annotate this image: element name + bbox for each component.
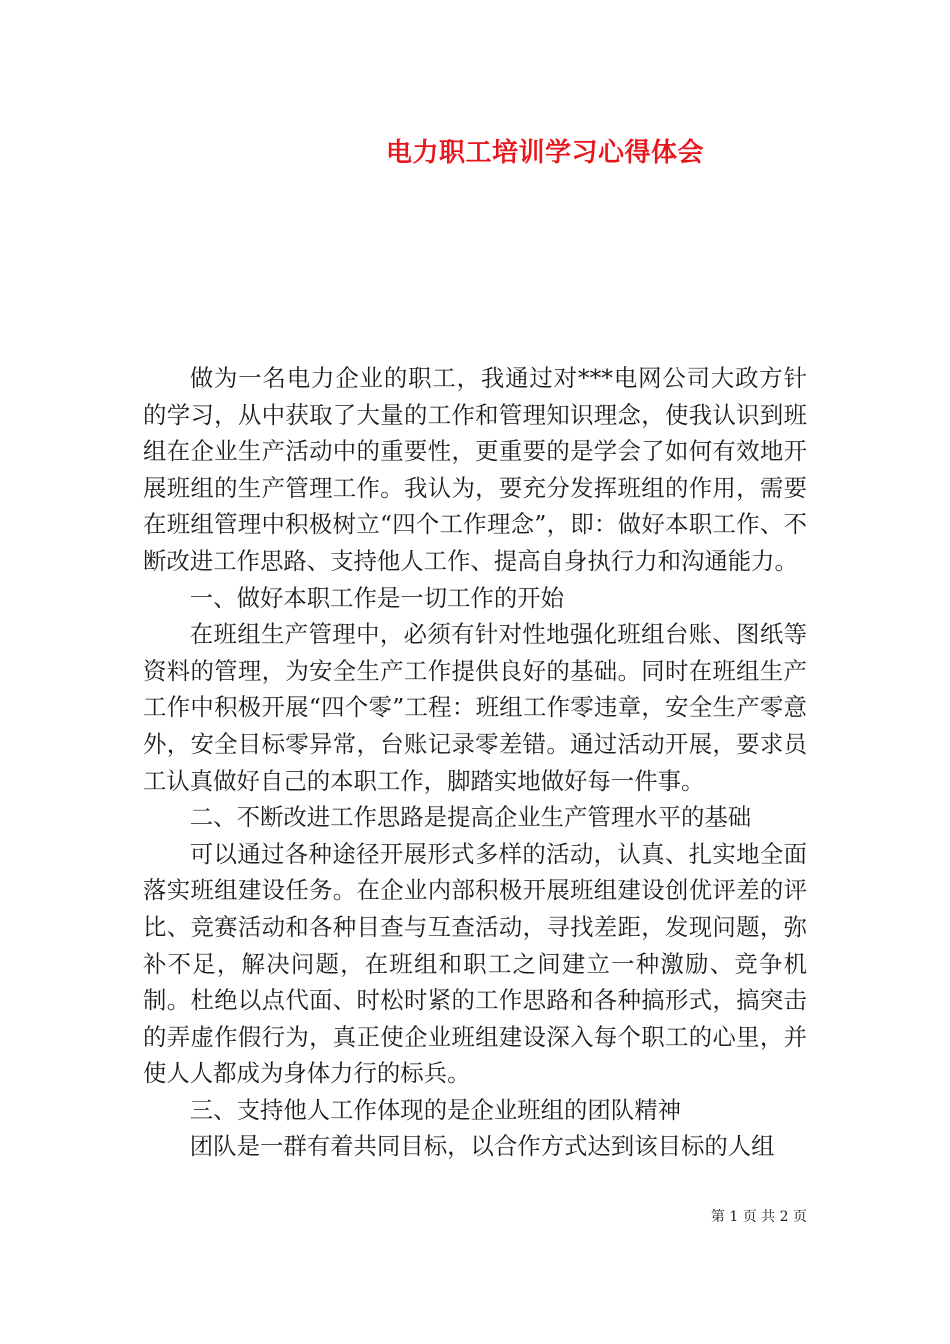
- section-1-paragraph: 在班组生产管理中，必须有针对性地强化班组台账、图纸等资料的管理，为安全生产工作提供良好的基础。同时在班组生产工作中积极开展“四个零”工程：班组工作零违章，安全生产零意外，安全目标零异常，台账记录零差错。通过活动开展，要求员工认真做好自己的本职工作，脚踏实地做好每一件事。: [143, 620, 807, 795]
- document-body: [143, 360, 807, 1165]
- page-number-footer: 第 1 页 共 2 页: [710, 1209, 807, 1225]
- section-heading-3: 三、支持他人工作体现的是企业班组的团队精神: [189, 1095, 681, 1124]
- document-title: 电力职工培训学习心得体会: [385, 138, 704, 168]
- section-2-paragraph: 可以通过各种途径开展形式多样的活动，认真、扎实地全面落实班组建设任务。在企业内部积极开展班组建设创优评差的评比、竞赛活动和各种目查与互查活动，寻找差距，发现问题，弥补不足，解决问题，在班组和职工之间建立一种激励、竞争机制。杜绝以点代面、时松时紧的工作思路和各种搞形式，搞突击的弄虚作假行为，真正使企业班组建设深入每个职工的心里，并使人人都成为身体力行的标兵。: [143, 839, 807, 1088]
- section-heading-1: 一、做好本职工作是一切工作的开始: [189, 583, 565, 612]
- section-heading-2: 二、不断改进工作思路是提高企业生产管理水平的基础: [189, 803, 752, 832]
- intro-paragraph: 做为一名电力企业的职工，我通过对***电网公司大政方针的学习，从中获取了大量的工作和管理知识理念，使我认识到班组在企业生产活动中的重要性，更重要的是学会了如何有效地开展班组的生产管理工作。我认为，要充分发挥班组的作用，需要在班组管理中积极树立“四个工作理念”，即：做好本职工作、不断改进工作思路、支持他人工作、提高自身执行力和沟通能力。: [143, 364, 807, 575]
- section-3-paragraph: 团队是一群有着共同目标，以合作方式达到该目标的人组: [189, 1132, 775, 1161]
